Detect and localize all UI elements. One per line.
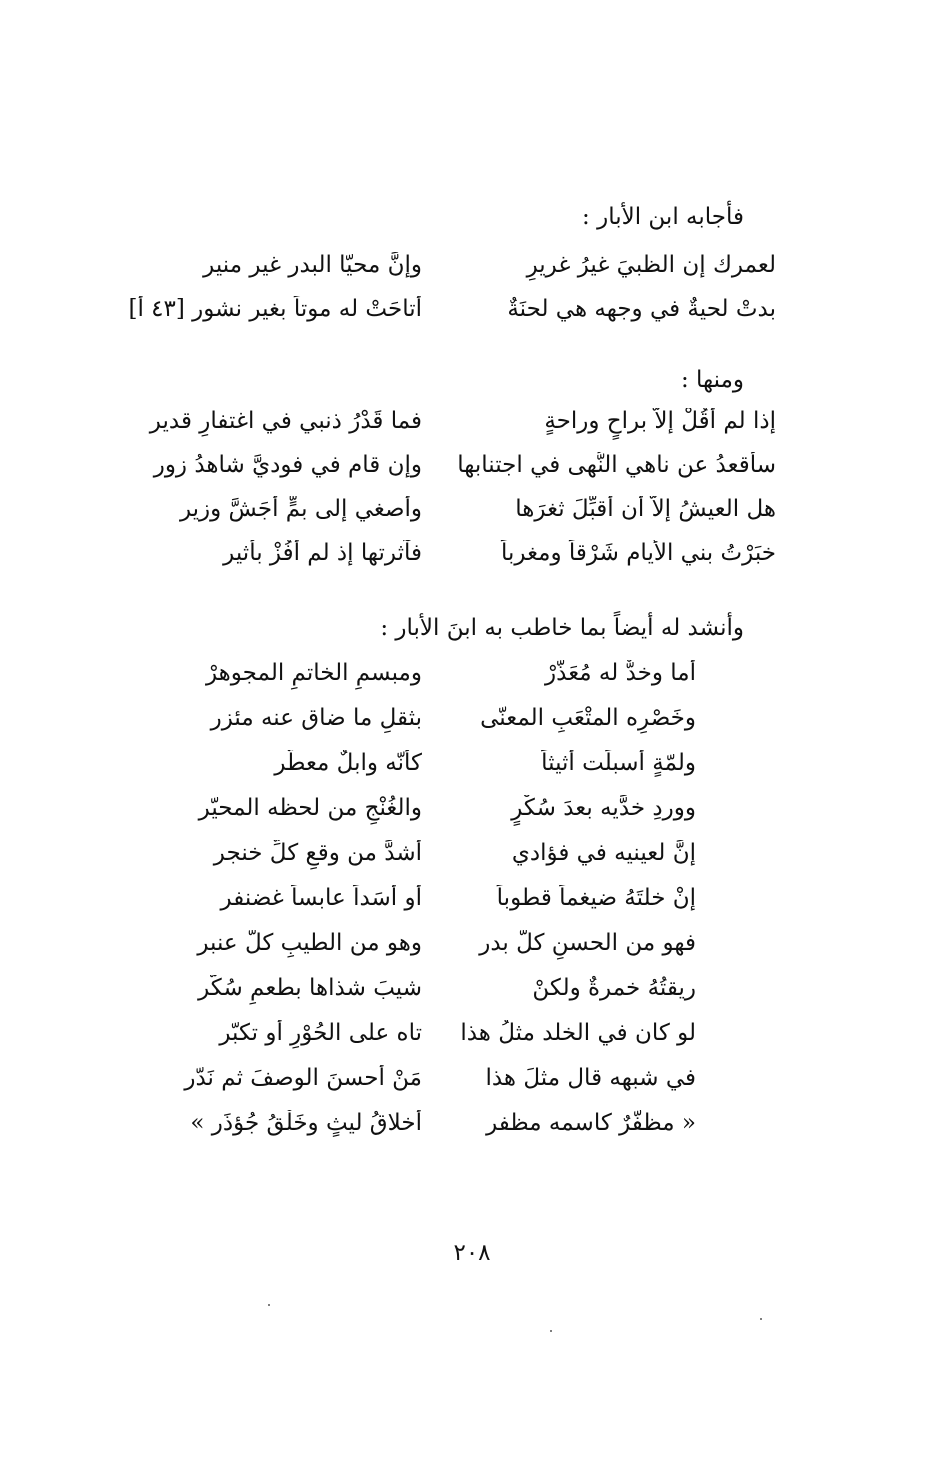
verse-block <box>152 660 696 1155</box>
verse-first-hemistich: بدتْ لحيةٌ في وجهه هي لحنَةٌ <box>507 296 776 322</box>
verse-line <box>122 408 776 452</box>
verse-line <box>152 1110 696 1155</box>
verse-line <box>152 705 696 750</box>
verse-block <box>122 252 776 340</box>
verse-line <box>152 885 696 930</box>
verse-line <box>152 840 696 885</box>
verse-first-hemistich: إنَّ لعينيه في فؤادي <box>511 840 696 866</box>
verse-line <box>122 540 776 584</box>
verse-line <box>122 452 776 496</box>
verse-first-hemistich: سأقعدُ عن ناهي النُّهى في اجتنابها <box>457 452 776 478</box>
verse-first-hemistich: في شبهه قال مثلَ هذا <box>485 1065 696 1091</box>
verse-first-hemistich: ولمّةٍ أسبلَت أثيثاً <box>541 750 696 776</box>
scan-speck <box>760 1318 762 1320</box>
verse-line <box>152 795 696 840</box>
verse-line <box>152 660 696 705</box>
verse-second-hemistich: فآثرتها إذ لم أفُزْ بأثير <box>223 540 422 566</box>
scan-speck <box>550 1330 552 1332</box>
verse-line <box>152 1020 696 1065</box>
verse-second-hemistich: فما قَدْرُ ذنبي في اغتفارِ قدير <box>149 408 422 434</box>
verse-line <box>152 975 696 1020</box>
verse-second-hemistich: والغُنْجِ من لحظه المحيّر <box>198 795 422 821</box>
verse-second-hemistich: شيبَ شذاها بطعمِ سُكّر <box>198 975 422 1001</box>
verse-first-hemistich: إنْ خلتَهُ ضيغماً قطوباً <box>496 885 696 911</box>
verse-second-hemistich: وأصغي إلى بمٍّ أجَشَّ وزير <box>179 496 422 522</box>
verse-block <box>122 408 776 584</box>
verse-first-hemistich: لو كان في الخلد مثلُ هذا <box>460 1020 696 1046</box>
verse-line <box>122 252 776 296</box>
verse-first-hemistich: فهو من الحسنِ كلُّ بدر <box>479 930 696 956</box>
verse-line <box>152 930 696 975</box>
verse-first-hemistich: خبَرْتُ بني الأيام شَرْقاً ومغرباً <box>500 540 776 566</box>
page-number: ٢٠٨ <box>453 1240 491 1266</box>
verse-first-hemistich: هل العيشُ إلاَّ أن أقبِّلَ ثغرَها <box>515 496 776 522</box>
section-intro: وأنشد له أيضاً بما خاطب به ابنَ الأبار : <box>380 615 744 641</box>
section-intro: فأجابه ابن الأبار : <box>582 204 744 230</box>
verse-second-hemistich: وإنَّ محيّا البدر غير منير <box>203 252 422 278</box>
verse-second-hemistich: مَنْ أحسنَ الوصفَ ثم نَدّر <box>184 1065 422 1091</box>
verse-second-hemistich: أشدَّ من وقعِ كلِّ خنجر <box>213 840 422 866</box>
verse-second-hemistich: وإن قام في فوديَّ شاهدُ زور <box>153 452 422 478</box>
verse-second-hemistich: وهو من الطيبِ كلُّ عنبر <box>197 930 422 956</box>
verse-first-hemistich: إذا لم أقُلْ إلاَّ براحٍ وراحةٍ <box>544 408 776 434</box>
verse-first-hemistich: ووردِ خدَّيه بعدَ سُكْرٍ <box>511 795 696 821</box>
verse-line <box>122 296 776 340</box>
verse-second-hemistich: بثقلِ ما ضاق عنه مئزر <box>210 705 422 731</box>
verse-first-hemistich: وخَصْرِه المتْعَبِ المعنّى <box>480 705 696 731</box>
verse-line <box>152 1065 696 1110</box>
verse-line <box>122 496 776 540</box>
verse-first-hemistich: لعمرك إن الظبيَ غيرُ غريرِ <box>526 252 776 278</box>
verse-first-hemistich: « مظفَّرٌ كاسمه مظفر <box>486 1110 696 1136</box>
verse-second-hemistich: أو أسَداً عابساً غضنفر <box>220 885 422 911</box>
verse-second-hemistich: كأنّه وابلٌ معطّر <box>274 750 422 776</box>
verse-second-hemistich: أخلاقُ ليثٍ وخَلْقُ جُؤذَر » <box>190 1110 422 1136</box>
verse-first-hemistich: ريقتُهُ خمرةٌ ولكنْ <box>532 975 696 1001</box>
verse-second-hemistich: أتاحَتْ له موتاً بغير نشور [٤٣ أ] <box>128 296 422 322</box>
scan-speck <box>268 1304 270 1306</box>
verse-line <box>152 750 696 795</box>
section-intro: ومنها : <box>680 367 744 393</box>
verse-second-hemistich: ومبسمِ الخاتمِ المجوهرْ <box>205 660 422 686</box>
verse-first-hemistich: أما وخدٌّ له مُعَذَّرْ <box>545 660 696 686</box>
verse-second-hemistich: تاه على الحُوْرِ أو تكبّر <box>219 1020 422 1046</box>
